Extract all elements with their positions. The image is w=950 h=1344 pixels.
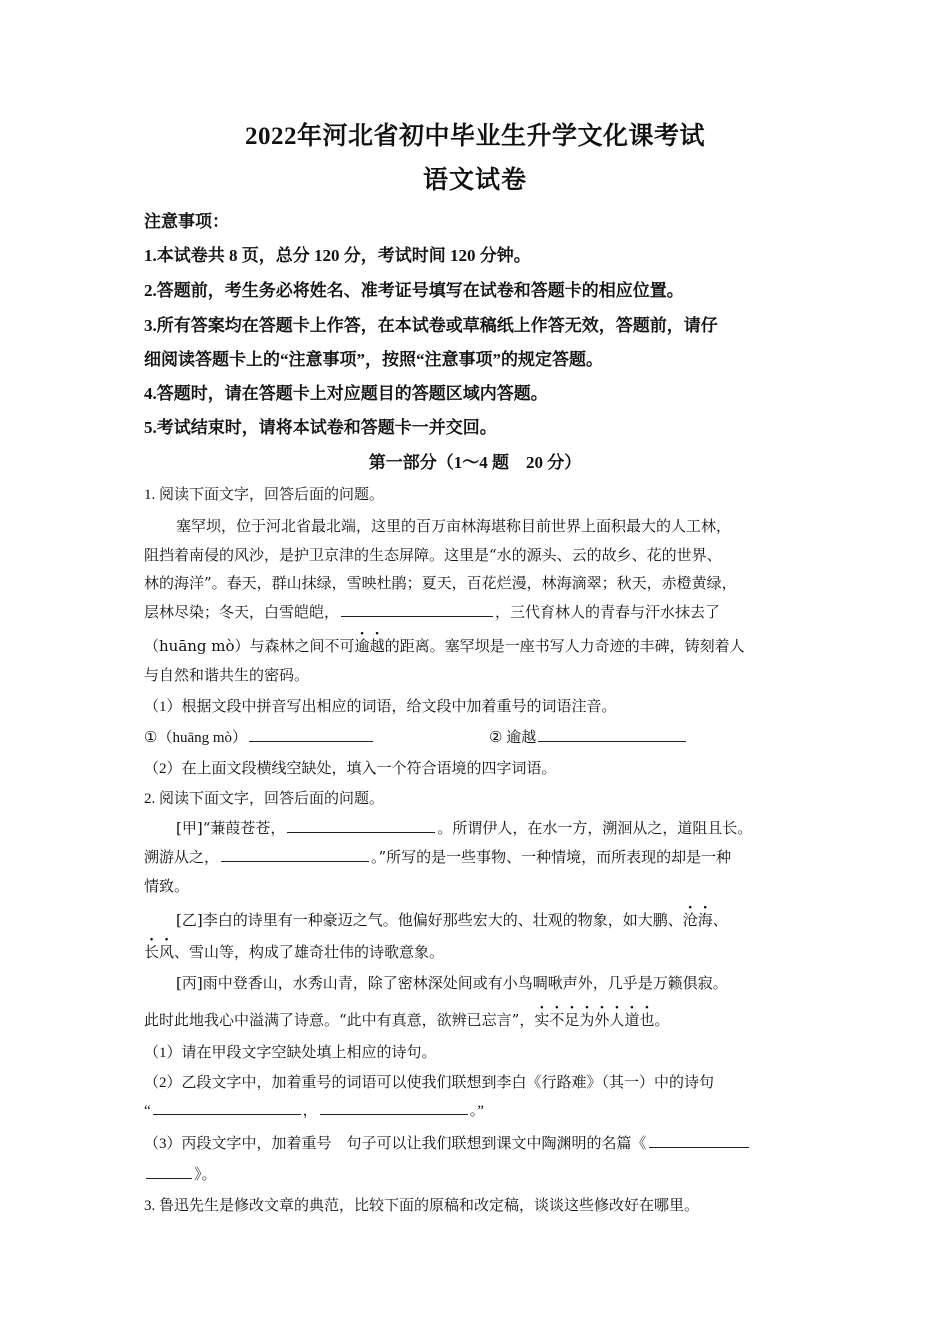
q1-sub-2: （2）在上面文段横线空缺处，填入一个符合语境的四字词语。: [144, 761, 557, 777]
notice-item-2: 2.答题前，考生务必将姓名、准考证号填写在试卷和答题卡的相应位置。: [144, 281, 684, 300]
q2-answer-blank-3-cont[interactable]: [146, 1164, 192, 1179]
q1-sub-1-a-label: ①（huāng mò）: [144, 730, 248, 746]
q2-sub-2: （2）乙段文字中，加着重号的词语可以使我们联想到李白《行路难》（其一）中的诗句: [144, 1075, 715, 1091]
q2-bing-line-2: [144, 1009, 669, 1030]
emphasis-char: 外: [594, 1011, 610, 1029]
q3-stem: 3. 鲁迅先生是修改文章的典范，比较下面的原稿和改定稿，谈谈这些修改好在哪里。: [144, 1198, 700, 1214]
q2-yi-line-2: [144, 941, 444, 962]
emphasis-char: 道: [624, 1011, 640, 1029]
q2-answer-blank-3[interactable]: [649, 1133, 749, 1148]
q2-jia-blank-2[interactable]: [221, 847, 369, 862]
q1-answer-b-blank[interactable]: [538, 727, 686, 742]
q2-jia-line-2: [144, 846, 731, 867]
q2-answer-blank-1[interactable]: [153, 1100, 301, 1115]
q2-sub-3-end: 》。: [194, 1167, 217, 1183]
q2-yi-line-1-end: 、: [712, 911, 728, 929]
q2-sub-3-text: （3）丙段文字中，加着重号 句子可以让我们联想到课文中陶渊明的名篇《: [144, 1136, 647, 1152]
q2-bing-line-1: [丙]雨中登香山，水秀山青，除了密林深处间或有小鸟啁啾声外，几乎是万籁俱寂。: [176, 974, 728, 992]
q2-jia-line-1: [176, 817, 752, 838]
q2-sub-2-comma: ，: [302, 1103, 318, 1119]
emphasis-char: 沧: [682, 911, 698, 929]
q2-jia-line-1-start: [甲]“蒹葭苍苍，: [176, 819, 286, 837]
q2-stem: 2. 阅读下面文字，回答后面的问题。: [144, 791, 385, 807]
q1-passage-line-1: 塞罕坝，位于河北省最北端，这里的百万亩林海堪称目前世界上面积最大的人工林，: [176, 517, 732, 535]
q2-jia-blank-1[interactable]: [287, 818, 435, 833]
q2-sub-2-quote-open: “: [144, 1103, 151, 1119]
emphasis-char: 也: [639, 1011, 655, 1029]
emphasis-char: 不: [549, 1011, 565, 1029]
q1-passage-line-5-start: （huāng mò）与森林之间不可: [144, 637, 355, 655]
q1-passage-line-4-start: 层林尽染；冬天，白雪皑皑，: [144, 603, 340, 621]
q2-jia-line-2-end: 。”所写的是一些事物、一种情境，而所表现的却是一种: [371, 848, 732, 866]
emphasis-char: 实: [534, 1011, 550, 1029]
emphasis-char: 风: [159, 943, 175, 961]
emphasis-char: 人: [609, 1011, 625, 1029]
emphasis-char: 逾: [354, 637, 370, 655]
q2-bing-line-2-end: 。: [654, 1011, 670, 1029]
part-1-heading: 第一部分（1～4 题 20 分）: [368, 453, 582, 472]
notice-item-3-line-1: 3.所有答案均在答题卡上作答，在本试卷或草稿纸上作答无效，答题前，请仔: [144, 316, 718, 335]
emphasis-char: 海: [697, 911, 713, 929]
q1-sub-1-b-label: ② 逾越: [489, 730, 537, 746]
q1-passage-line-4-end: ，三代育林人的青春与汗水抹去了: [495, 603, 721, 621]
q2-yi-line-2-end: 、雪山等，构成了雄奇壮伟的诗歌意象。: [174, 943, 445, 961]
q1-sub-1: （1）根据文段中拼音写出相应的词语，给文段中加着重号的词语注音。: [144, 699, 617, 715]
notice-item-3-line-2: 细阅读答题卡上的“注意事项”，按照“注意事项”的规定答题。: [144, 350, 603, 369]
emphasis-char: 足: [564, 1011, 580, 1029]
notice-item-1: 1.本试卷共 8 页，总分 120 分，考试时间 120 分钟。: [144, 246, 531, 265]
q1-sub-1-answers: [144, 726, 688, 747]
q2-jia-line-2-start: 溯游从之，: [144, 848, 220, 866]
q2-bing-line-2-start: 此时此地我心中溢满了诗意。“此中有真意，欲辨已忘言”，: [144, 1011, 535, 1029]
q2-jia-line-3: 情致。: [144, 877, 190, 895]
q2-sub-3-line-2: [144, 1163, 217, 1184]
q1-passage-line-5-end: 的距离。塞罕坝是一座书写人力奇迹的丰碑，铸刻着人: [384, 637, 745, 655]
q2-yi-line-1: [176, 909, 728, 930]
q1-passage-line-2: 阻挡着南侵的风沙，是护卫京津的生态屏障。这里是“水的源头、云的故乡、花的世界、: [144, 546, 722, 564]
q2-jia-line-1-end: 。所谓伊人，在水一方，溯洄从之，道阻且长。: [437, 819, 753, 837]
notice-item-4: 4.答题时，请在答题卡上对应题目的答题区域内答题。: [144, 384, 548, 403]
q1-passage-line-3: 林的海洋”。春天，群山抹绿，雪映杜鹃；夏天，百花烂漫，林海滴翠；秋天，赤橙黄绿，: [144, 574, 737, 592]
q1-stem: 1. 阅读下面文字，回答后面的问题。: [144, 487, 385, 503]
q2-sub-2-answers: [144, 1099, 484, 1120]
q1-passage-line-5: [144, 635, 745, 656]
q2-sub-2-quote-close: 。”: [469, 1103, 484, 1119]
q2-yi-line-1-start: [乙]李白的诗里有一种豪迈之气。他偏好那些宏大的、壮观的物象，如大鹏、: [176, 911, 683, 929]
q2-sub-1: （1）请在甲段文字空缺处填上相应的诗句。: [144, 1045, 437, 1061]
q1-fill-blank[interactable]: [341, 602, 493, 617]
notice-heading: 注意事项：: [144, 212, 229, 231]
q2-sub-3-line-1: [144, 1132, 751, 1153]
emphasis-char: 越: [369, 637, 385, 655]
emphasis-char: 为: [579, 1011, 595, 1029]
exam-subtitle: 语文试卷: [422, 167, 527, 194]
emphasis-char: 长: [144, 943, 160, 961]
q1-passage-line-6: 与自然和谐共生的密码。: [144, 666, 310, 684]
q1-answer-a-blank[interactable]: [249, 727, 373, 742]
q1-passage-line-4: [144, 601, 720, 622]
q2-answer-blank-2[interactable]: [320, 1100, 468, 1115]
notice-item-5: 5.考试结束时，请将本试卷和答题卡一并交回。: [144, 418, 497, 437]
exam-title: 2022年河北省初中毕业生升学文化课考试: [244, 123, 705, 150]
